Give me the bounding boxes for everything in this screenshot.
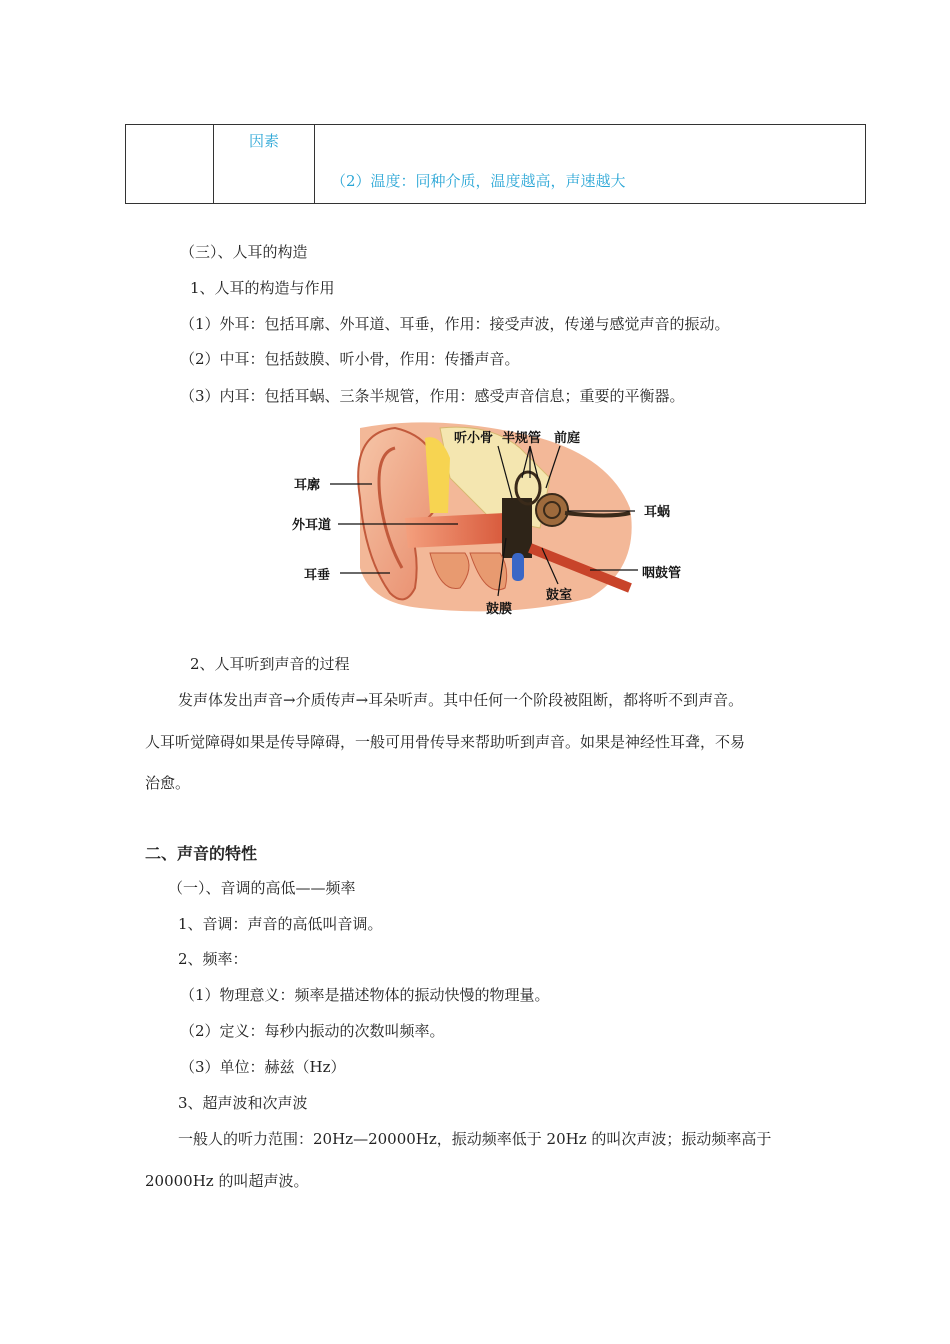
text-frequency-heading: 2、频率： [178,950,248,968]
subheading-hearing-process: 2、人耳听到声音的过程 [190,655,350,673]
text-middle-ear: （2）中耳：包括鼓膜、听小骨，作用：传播声音。 [180,350,520,368]
text-ultrasound-infrasound-heading: 3、超声波和次声波 [178,1094,308,1112]
cochlea-shape [536,494,568,526]
table-fragment [125,124,866,204]
label-ear-canal: 外耳道 [292,518,332,533]
table-divider [213,125,214,203]
subheading-pitch: （一）、音调的高低——频率 [168,879,356,897]
paragraph-hearing-range-1: 一般人的听力范围：20Hz—20000Hz，振动频率低于 20Hz 的叫次声波；振动频率高于 [178,1130,772,1148]
label-vestibule: 前庭 [554,431,581,446]
label-pinna: 耳廓 [294,478,321,493]
table-cell-temperature: （2）温度：同种介质，温度越高，声速越大 [331,172,626,190]
paragraph-hearing-3: 治愈。 [145,774,191,792]
section-heading-ear-structure: （三）、人耳的构造 [180,243,308,261]
text-frequency-unit: （3）单位：赫兹（Hz） [180,1058,346,1076]
label-eardrum: 鼓膜 [486,602,513,617]
paragraph-hearing-2: 人耳听觉障碍如果是传导障碍，一般可用骨传导来帮助听到声音。如果是神经性耳聋，不易 [145,733,746,751]
label-eustachian-tube: 咽鼓管 [642,566,682,581]
table-divider [314,125,315,203]
label-earlobe: 耳垂 [304,568,331,583]
label-tympanic-cavity: 鼓室 [546,588,573,603]
label-cochlea: 耳蜗 [644,505,671,520]
paragraph-hearing-1: 发声体发出声音→介质传声→耳朵听声。其中任何一个阶段被阻断，都将听不到声音。 [178,691,744,709]
paragraph-hearing-range-2: 20000Hz 的叫超声波。 [145,1172,309,1190]
ear-canal-shape [405,513,505,548]
label-semicircular-canals: 半规管 [502,431,542,446]
text-pitch-definition: 1、音调：声音的高低叫音调。 [178,915,383,933]
ear-anatomy-diagram [290,418,690,622]
vein-shape [512,553,524,581]
table-cell-factor: 因素 [249,132,280,150]
section-title-sound-characteristics: 二、声音的特性 [145,844,258,863]
middle-ear-shape [502,498,532,558]
subheading-ear-function: 1、人耳的构造与作用 [190,279,335,297]
text-frequency-definition: （2）定义：每秒内振动的次数叫频率。 [180,1022,445,1040]
text-frequency-meaning: （1）物理意义：频率是描述物体的振动快慢的物理量。 [180,986,550,1004]
text-outer-ear: （1）外耳：包括耳廓、外耳道、耳垂，作用：接受声波，传递与感觉声音的振动。 [180,315,730,333]
label-ossicles: 听小骨 [454,431,494,446]
text-inner-ear: （3）内耳：包括耳蜗、三条半规管，作用：感受声音信息；重要的平衡器。 [180,387,685,405]
